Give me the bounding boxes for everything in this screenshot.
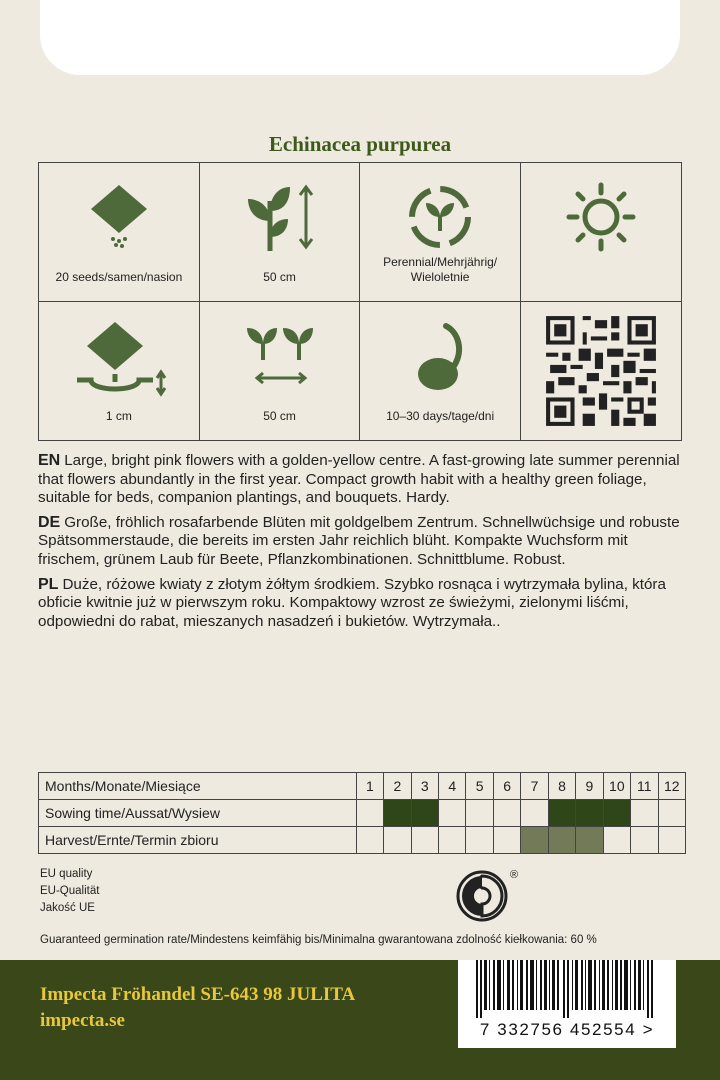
month-1: 1 (356, 773, 383, 800)
month-5: 5 (466, 773, 493, 800)
month-11: 11 (631, 773, 658, 800)
harvest-cell-month-9 (576, 827, 603, 854)
lang-code-en: EN (38, 452, 61, 469)
barcode-bars-icon (466, 960, 668, 1018)
sowing-calendar (38, 772, 686, 854)
month-7: 7 (521, 773, 548, 800)
plant-spacing-caption: 50 cm (263, 409, 296, 423)
sow-cell-month-6 (493, 800, 520, 827)
eu-quality-de: EU-Qualität (40, 885, 100, 897)
company-website[interactable]: impecta.se (40, 1010, 125, 1031)
sun-icon (561, 181, 641, 253)
calendar-months-row (39, 773, 686, 800)
month-6: 6 (493, 773, 520, 800)
page-title: Echinacea purpurea (268, 132, 452, 156)
sow-cell-month-8 (548, 800, 575, 827)
registered-mark: ® (510, 869, 519, 881)
sow-cell-month-3 (411, 800, 438, 827)
harvest-cell-month-2 (384, 827, 411, 854)
harvest-cell-month-4 (439, 827, 466, 854)
description-de (38, 514, 682, 570)
qr-code-icon[interactable] (542, 312, 660, 430)
harvest-cell-month-10 (603, 827, 630, 854)
sow-cell-month-9 (576, 800, 603, 827)
seeds-cell (39, 163, 200, 302)
harvest-cell-month-1 (356, 827, 383, 854)
qr-cell (520, 302, 681, 441)
green-dot-recycle-icon (454, 864, 524, 924)
sowing-depth-cell (39, 302, 200, 441)
month-10: 10 (603, 773, 630, 800)
harvest-cell-month-7 (521, 827, 548, 854)
info-icon-grid (38, 162, 682, 441)
description-pl (38, 576, 682, 632)
company-address: Impecta Fröhandel SE-643 98 JULITA (40, 984, 356, 1005)
calendar-sowing-row (39, 800, 686, 827)
harvest-label: Harvest/Ernte/Termin zbioru (39, 827, 357, 854)
eu-quality-block (40, 866, 99, 917)
lang-code-pl: PL (38, 575, 59, 593)
sow-cell-month-12 (658, 800, 686, 827)
hanger-cutout (40, 0, 680, 75)
description-de-text: Große, fröhlich rosafarbende Blüten mit goldgelbem Zentrum. Schnellwüchsige und robuste Spätsommerstaude, die bereits im ersten Jahr reichlich blüht. Kompakte Wuchsform mit frischem, grünem Laub für Beete, Pflanzkombinationen. Schnittblume. Robust. (38, 513, 680, 568)
plant-height-caption: 50 cm (263, 270, 296, 284)
perennial-cycle-icon (400, 181, 480, 253)
sowing-depth-caption: 1 cm (105, 409, 132, 423)
harvest-cell-month-11 (631, 827, 658, 854)
seeds-caption: 20 seeds/samen/nasion (55, 270, 183, 284)
sun-cell (520, 163, 681, 302)
month-4: 4 (439, 773, 466, 800)
seeds-icon (79, 181, 159, 251)
eu-quality-pl: Jakość UE (40, 902, 95, 914)
sowing-depth-icon (69, 320, 169, 400)
germination-caption: 10–30 days/tage/dni (386, 409, 495, 423)
plant-spacing-icon (235, 320, 325, 392)
harvest-cell-month-3 (411, 827, 438, 854)
perennial-cell (360, 163, 520, 302)
lang-code-de: DE (38, 513, 61, 531)
sow-cell-month-2 (384, 800, 411, 827)
month-8: 8 (548, 773, 575, 800)
month-9: 9 (576, 773, 603, 800)
description-en (38, 452, 682, 508)
germination-rate-text: Guaranteed germination rate/Mindestens keimfähig bis/Minimalna gwarantowana zdolność kiełkowania: 60 % (40, 934, 597, 946)
sow-cell-month-10 (603, 800, 630, 827)
sow-cell-month-4 (439, 800, 466, 827)
plant-height-cell (199, 163, 360, 302)
germination-icon (400, 320, 480, 396)
sow-cell-month-1 (356, 800, 383, 827)
month-2: 2 (384, 773, 411, 800)
harvest-cell-month-5 (466, 827, 493, 854)
sow-cell-month-11 (631, 800, 658, 827)
months-label: Months/Monate/Miesiące (39, 773, 357, 800)
germination-cell (360, 302, 520, 441)
plant-height-icon (240, 181, 320, 253)
month-12: 12 (658, 773, 686, 800)
perennial-caption: Perennial/Mehrjährig/ Wieloletnie (383, 255, 498, 284)
barcode-number: 7 332756 452554 > (479, 1020, 655, 1039)
sow-cell-month-7 (521, 800, 548, 827)
calendar-harvest-row (39, 827, 686, 854)
harvest-cell-month-8 (548, 827, 575, 854)
month-3: 3 (411, 773, 438, 800)
harvest-cell-month-6 (493, 827, 520, 854)
harvest-cell-month-12 (658, 827, 686, 854)
sowing-label: Sowing time/Aussat/Wysiew (39, 800, 357, 827)
ean-barcode (458, 960, 676, 1048)
description-en-text: Large, bright pink flowers with a golden-yellow centre. A fast-growing late summer perennial that flowers abundantly in the first year. Compact growth habit with a healthy green foliage, suitable for beds, companion plantings, and bouquets. Hardy. (38, 452, 680, 507)
description-block (38, 452, 682, 637)
eu-quality-en: EU quality (40, 868, 93, 880)
plant-spacing-cell (199, 302, 360, 441)
sow-cell-month-5 (466, 800, 493, 827)
description-pl-text: Duże, różowe kwiaty z złotym żółtym środkiem. Szybko rosnąca i wytrzymała bylina, która obficie kwitnie już w pierwszym roku. Kompaktowy wzrost ze świeżymi, zielonymi liśćmi, odpowiedni do rabat, mieszanych nasadzeń i bukietów. Wytrzymała.. (38, 575, 666, 630)
